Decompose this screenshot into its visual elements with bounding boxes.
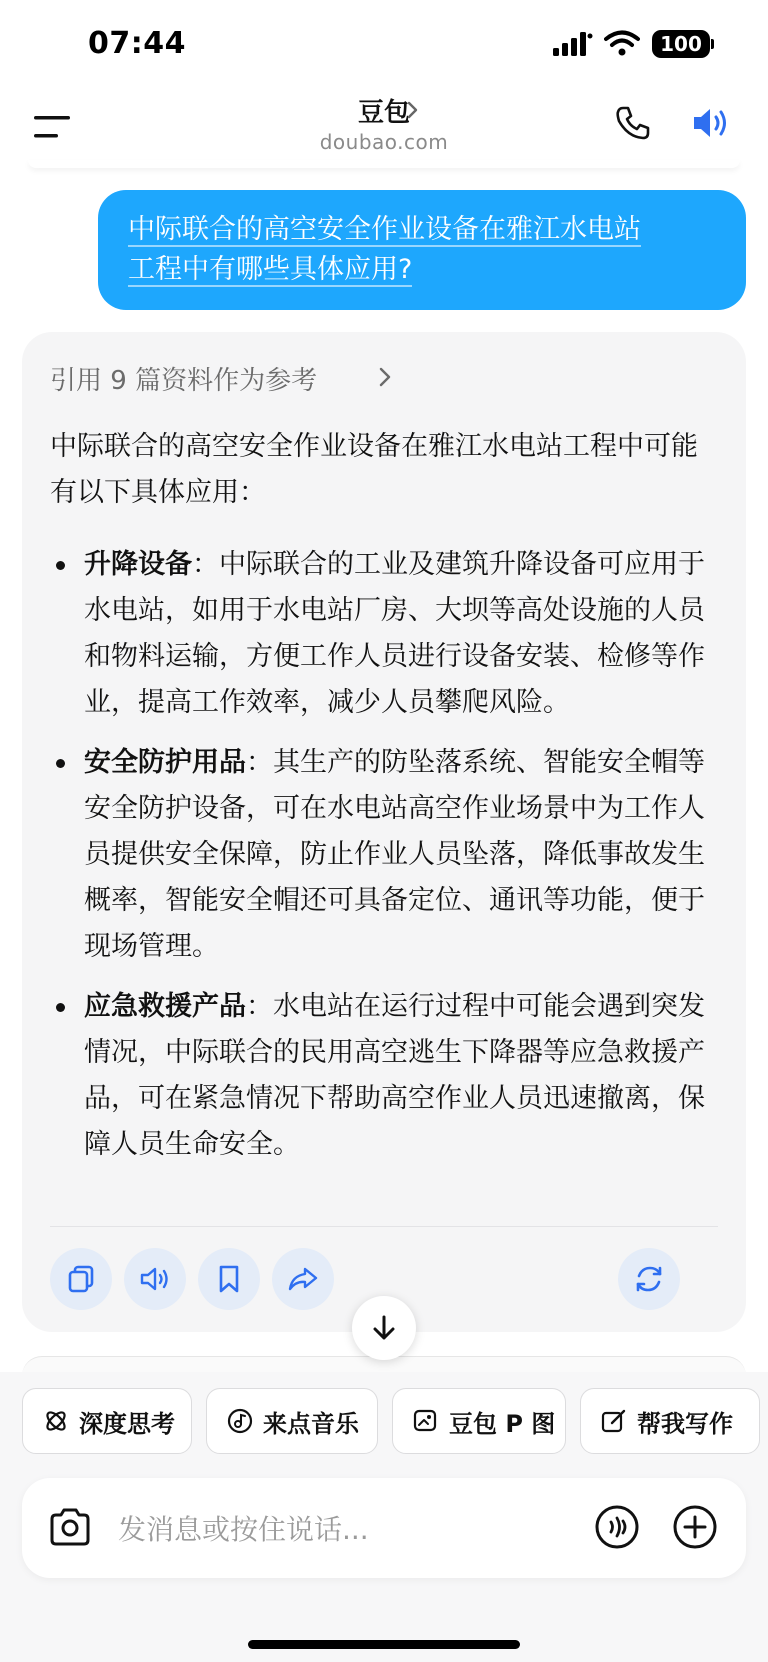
battery-indicator: 100 [652, 30, 710, 58]
chevron-right-icon [378, 366, 392, 388]
chip-music[interactable] [206, 1388, 378, 1454]
bookmark-button[interactable] [198, 1248, 260, 1310]
message-input[interactable]: 发消息或按住说话... [118, 1513, 369, 1546]
assistant-answer-card [22, 332, 746, 1332]
chip-write[interactable] [580, 1388, 760, 1454]
bullet-text: ：其生产的防坠落系统、智能安全帽等安全防护设备，可在水电站高空作业场景中为工作人员提供安全保障，防止作业人员坠落，降低事故发生概率，智能安全帽还可具备定位、通讯等功能，便于现场管理。 [84, 747, 705, 962]
list-item [50, 740, 730, 970]
home-indicator [248, 1640, 520, 1649]
card-divider [50, 1226, 718, 1227]
bullet-text: ：水电站在运行过程中可能会遇到突发情况，中际联合的民用高空逃生下降器等应急救援产品，可在紧急情况下帮助高空作业人员迅速撤离，保障人员生命安全。 [84, 991, 705, 1160]
chat-header [0, 90, 768, 166]
bot-title: 豆包 [357, 98, 410, 128]
read-aloud-button[interactable] [124, 1248, 186, 1310]
bullet-text: ：中际联合的工业及建筑升降设备可应用于水电站，如用于水电站厂房、大坝等高处设施的人员和物料运输，方便工作人员进行设备安装、检修等作业，提高工作效率，减少人员攀爬风险。 [84, 549, 705, 718]
bullet-title: 升降设备 [84, 549, 192, 580]
chevron-right-icon [406, 100, 420, 120]
bot-title-link[interactable] [0, 92, 768, 129]
plus-icon[interactable] [672, 1504, 718, 1550]
phone-call-icon[interactable] [614, 104, 652, 142]
regenerate-button[interactable] [618, 1248, 680, 1310]
battery-tip [711, 39, 714, 49]
image-edit-icon [413, 1408, 439, 1434]
chip-deep-think[interactable] [22, 1388, 192, 1454]
speaker-icon [139, 1264, 171, 1294]
share-button[interactable] [272, 1248, 334, 1310]
list-item [50, 984, 730, 1168]
user-message-text [128, 210, 720, 290]
signal-icon [553, 32, 593, 56]
camera-icon[interactable] [48, 1506, 92, 1548]
refresh-icon [633, 1263, 665, 1295]
answer-bullet-list [50, 542, 730, 1182]
voice-wave-icon[interactable] [594, 1504, 640, 1550]
chip-label: 深度思考 [79, 1409, 175, 1438]
chip-label: 帮我写作 [637, 1409, 733, 1438]
bot-domain: doubao.com [319, 130, 449, 154]
wifi-icon [604, 30, 640, 56]
references-link[interactable]: 引用 9 篇资料作为参考 [50, 366, 318, 396]
write-icon [601, 1408, 627, 1434]
bookmark-icon [216, 1264, 242, 1294]
share-icon [287, 1264, 319, 1294]
user-message-bubble[interactable] [98, 190, 746, 310]
bullet-title: 安全防护用品 [84, 747, 246, 778]
speaker-icon[interactable] [690, 104, 732, 142]
header-divider [28, 160, 740, 168]
arrow-down-icon [371, 1314, 397, 1342]
composer-area [0, 1372, 768, 1662]
scroll-to-bottom-button[interactable] [352, 1296, 416, 1360]
list-item [50, 542, 730, 726]
message-input-bar[interactable] [22, 1478, 746, 1578]
copy-icon [66, 1264, 96, 1294]
atom-icon [43, 1408, 69, 1434]
user-message-line1: 中际联合的高空安全作业设备在雅江水电站 [128, 214, 641, 245]
status-time: 07:44 [88, 26, 186, 61]
chip-image-edit[interactable] [392, 1388, 566, 1454]
user-message-line2: 工程中有哪些具体应用? [128, 254, 413, 285]
chip-label: 来点音乐 [263, 1409, 359, 1438]
bullet-title: 应急救援产品 [84, 991, 246, 1022]
status-bar [0, 0, 768, 90]
music-icon [227, 1408, 253, 1434]
chip-label: 豆包 P 图 [449, 1409, 556, 1438]
answer-intro: 中际联合的高空安全作业设备在雅江水电站工程中可能有以下具体应用： [50, 431, 698, 508]
copy-button[interactable] [50, 1248, 112, 1310]
